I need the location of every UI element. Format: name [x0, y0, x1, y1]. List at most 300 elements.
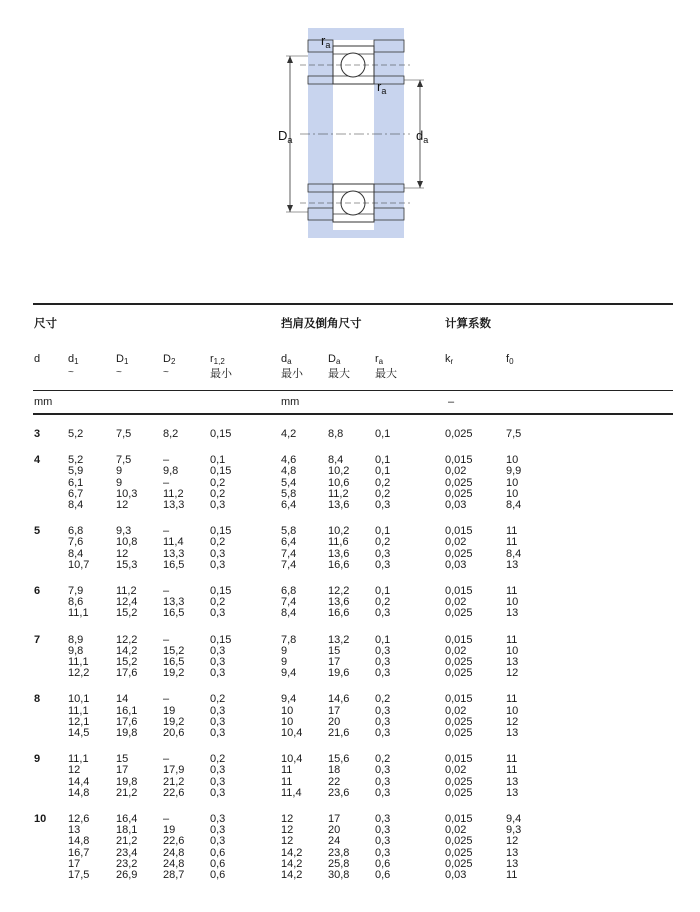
cell-Da: 16,6 — [328, 607, 350, 620]
cell-f0: 13 — [506, 558, 519, 571]
cell-ra: 0,3 — [375, 835, 391, 848]
cell-D2: – — [163, 476, 170, 489]
cell-Da: 18 — [328, 764, 341, 777]
cell-d1: 11,1 — [68, 607, 89, 620]
unit-factors: – — [448, 396, 455, 408]
cell-D1: 17 — [116, 764, 129, 777]
cell-ra: 0,3 — [375, 667, 391, 680]
cell-ra: 0,3 — [375, 764, 391, 777]
cell-d1: 12,1 — [68, 715, 90, 728]
cell-D2: 19,2 — [163, 715, 185, 728]
cell-Da: 15 — [328, 644, 341, 657]
cell-kr: 0,015 — [445, 525, 473, 538]
cell-D1: 19,8 — [116, 727, 138, 739]
cell-Da: 25,8 — [328, 857, 350, 870]
cell-Da: 11,2 — [328, 487, 349, 500]
cell-kr: 0,015 — [445, 753, 473, 766]
cell-d1: 11,1 — [68, 753, 89, 766]
cell-kr: 0,02 — [445, 465, 467, 478]
cell-d1: 12,2 — [68, 667, 90, 680]
cell-d1: 9,8 — [68, 644, 84, 657]
cell-d1: 8,4 — [68, 499, 84, 511]
cell-D2: 16,5 — [163, 558, 185, 571]
cell-D1: 16,4 — [116, 813, 138, 825]
cell-D2: 21,2 — [163, 775, 185, 788]
cell-f0: 11 — [506, 764, 518, 777]
cell-d1: 6,1 — [68, 476, 84, 489]
bore-diameter-d: 3 — [34, 428, 41, 440]
cell-D1: 7,5 — [116, 428, 132, 440]
cell-da: 9 — [281, 644, 288, 657]
cell-d1: 17,5 — [68, 869, 90, 881]
cell-f0: 12 — [506, 715, 519, 728]
cell-D1: 14,2 — [116, 644, 138, 657]
cell-f0: 11 — [506, 536, 518, 549]
cell-ra: 0,2 — [375, 476, 391, 489]
cell-ra: 0,3 — [375, 499, 391, 511]
cell-D1: 10,8 — [116, 536, 138, 549]
cell-ra: 0,3 — [375, 704, 391, 717]
cell-kr: 0,015 — [445, 585, 473, 597]
cell-kr: 0,025 — [445, 656, 473, 668]
cell-D1: 18,1 — [116, 824, 138, 837]
cell-ra: 0,3 — [375, 786, 391, 799]
cell-r12: 0,3 — [210, 644, 226, 657]
cell-f0: 13 — [506, 846, 519, 859]
cell-da: 14,2 — [281, 857, 303, 870]
cell-ra: 0,2 — [375, 487, 391, 500]
bore-diameter-d: 4 — [34, 454, 41, 467]
cell-d1: 13 — [68, 824, 81, 837]
cell-kr: 0,02 — [445, 596, 467, 609]
cell-kr: 0,025 — [445, 775, 473, 788]
cell-f0: 10 — [506, 476, 519, 489]
cell-r12: 0,15 — [210, 585, 232, 597]
cell-D1: 26,9 — [116, 869, 138, 881]
cell-Da: 13,6 — [328, 499, 350, 511]
cell-kr: 0,025 — [445, 547, 473, 560]
cell-kr: 0,025 — [445, 857, 473, 870]
cell-D2: – — [163, 454, 170, 467]
header-rule — [33, 390, 673, 391]
cell-d1: 8,6 — [68, 596, 84, 609]
cell-ra: 0,1 — [375, 428, 391, 440]
cell-f0: 7,5 — [506, 428, 522, 440]
cell-r12: 0,3 — [210, 704, 226, 717]
cell-d1: 8,4 — [68, 547, 84, 560]
cell-da: 7,4 — [281, 558, 297, 571]
cell-kr: 0,015 — [445, 813, 473, 825]
cell-D2: 22,6 — [163, 835, 185, 848]
cell-D1: 7,5 — [116, 454, 132, 467]
cell-ra: 0,1 — [375, 454, 391, 467]
column-header-d: d — [34, 353, 41, 365]
cell-da: 4,6 — [281, 454, 297, 467]
cell-r12: 0,3 — [210, 715, 226, 728]
cell-D2: – — [163, 693, 170, 706]
column-header-ra: $r_a$ 最大 — [375, 353, 397, 380]
cell-da: 14,2 — [281, 846, 303, 859]
cell-kr: 0,025 — [445, 835, 473, 848]
cell-da: 8,4 — [281, 607, 297, 620]
cell-ra: 0,2 — [375, 536, 391, 549]
cell-r12: 0,3 — [210, 786, 226, 799]
cell-Da: 13,2 — [328, 633, 350, 646]
bore-diameter-d: 7 — [34, 633, 41, 646]
cell-Da: 21,6 — [328, 727, 350, 739]
cell-Da: 8,4 — [328, 454, 344, 467]
unit-abutment: mm — [281, 396, 300, 408]
cell-D1: 12,4 — [116, 596, 138, 609]
cell-D2: 8,2 — [163, 428, 179, 440]
cell-D1: 12,2 — [116, 633, 138, 646]
cell-Da: 16,6 — [328, 558, 350, 571]
cell-r12: 0,3 — [210, 835, 226, 848]
cell-kr: 0,025 — [445, 846, 473, 859]
cell-ra: 0,3 — [375, 547, 391, 560]
cell-D1: 15 — [116, 753, 129, 766]
units-rule — [33, 413, 673, 415]
cell-d1: 10,7 — [68, 558, 90, 571]
cell-da: 4,2 — [281, 428, 297, 440]
cell-Da: 15,6 — [328, 753, 350, 766]
cell-D2: 19,2 — [163, 667, 185, 680]
cell-D1: 17,6 — [116, 715, 138, 728]
cell-D1: 23,2 — [116, 857, 138, 870]
cell-da: 7,4 — [281, 547, 297, 560]
bore-diameter-d: 9 — [34, 753, 41, 766]
cell-ra: 0,3 — [375, 558, 391, 571]
cell-D1: 14 — [116, 693, 129, 706]
cell-ra: 0,2 — [375, 596, 391, 609]
cell-r12: 0,3 — [210, 813, 226, 825]
cell-da: 10 — [281, 715, 294, 728]
cell-ra: 0,3 — [375, 813, 391, 825]
cell-da: 5,8 — [281, 487, 297, 500]
cell-Da: 17 — [328, 656, 341, 668]
cell-D1: 12 — [116, 499, 129, 511]
cell-D1: 23,4 — [116, 846, 138, 859]
cell-d1: 11,1 — [68, 704, 89, 717]
cell-kr: 0,02 — [445, 704, 467, 717]
cell-f0: 11 — [506, 633, 518, 646]
label-ra-top: $r_a$ — [321, 33, 331, 50]
cell-f0: 11 — [506, 585, 518, 597]
cell-da: 9,4 — [281, 693, 297, 706]
cell-da: 4,8 — [281, 465, 297, 478]
cell-f0: 11 — [506, 693, 518, 706]
cell-f0: 12 — [506, 667, 519, 680]
cell-d1: 7,9 — [68, 585, 84, 597]
cell-f0: 13 — [506, 656, 519, 668]
cell-ra: 0,1 — [375, 633, 391, 646]
cell-ra: 0,2 — [375, 753, 391, 766]
cell-D2: 13,3 — [163, 499, 185, 511]
bearing-diagram — [0, 0, 700, 250]
cell-r12: 0,2 — [210, 596, 226, 609]
cell-r12: 0,3 — [210, 499, 226, 511]
bore-diameter-d: 8 — [34, 693, 41, 706]
cell-kr: 0,02 — [445, 824, 467, 837]
cell-Da: 17 — [328, 704, 341, 717]
cell-d1: 5,2 — [68, 428, 84, 440]
cell-da: 12 — [281, 813, 294, 825]
cell-f0: 13 — [506, 607, 519, 620]
cell-D2: 28,7 — [163, 869, 185, 881]
cell-Da: 13,6 — [328, 547, 350, 560]
group-title-dimensions: 尺寸 — [34, 318, 57, 330]
cell-Da: 10,2 — [328, 465, 350, 478]
cell-kr: 0,02 — [445, 764, 467, 777]
cell-ra: 0,6 — [375, 869, 391, 881]
cell-f0: 9,9 — [506, 465, 522, 478]
cell-D2: 20,6 — [163, 727, 185, 739]
cell-d1: 12,6 — [68, 813, 90, 825]
cell-d1: 14,4 — [68, 775, 90, 788]
table-top-rule — [33, 303, 673, 305]
label-ra-mid: $r_a$ — [377, 79, 387, 96]
cell-da: 6,4 — [281, 499, 297, 511]
cell-kr: 0,025 — [445, 487, 473, 500]
cell-D2: 11,2 — [163, 487, 184, 500]
cell-r12: 0,2 — [210, 753, 226, 766]
cell-kr: 0,02 — [445, 536, 467, 549]
cell-D1: 10,3 — [116, 487, 138, 500]
cell-D1: 12 — [116, 547, 129, 560]
cell-r12: 0,3 — [210, 764, 226, 777]
cell-kr: 0,025 — [445, 607, 473, 620]
cell-r12: 0,15 — [210, 633, 232, 646]
cell-r12: 0,15 — [210, 428, 232, 440]
cell-f0: 10 — [506, 704, 519, 717]
cell-D2: – — [163, 585, 170, 597]
cell-Da: 24 — [328, 835, 341, 848]
cell-kr: 0,025 — [445, 786, 473, 799]
cell-D1: 19,8 — [116, 775, 138, 788]
cell-kr: 0,025 — [445, 727, 473, 739]
cell-f0: 13 — [506, 775, 519, 788]
cell-ra: 0,1 — [375, 465, 391, 478]
cell-d1: 7,6 — [68, 536, 84, 549]
cell-f0: 8,4 — [506, 547, 522, 560]
cell-r12: 0,2 — [210, 487, 226, 500]
cell-kr: 0,015 — [445, 633, 473, 646]
cell-da: 7,4 — [281, 596, 297, 609]
cell-D2: – — [163, 633, 170, 646]
cell-Da: 8,8 — [328, 428, 344, 440]
cell-ra: 0,3 — [375, 824, 391, 837]
cell-r12: 0,3 — [210, 727, 226, 739]
bore-diameter-d: 6 — [34, 585, 41, 597]
cell-da: 10,4 — [281, 753, 303, 766]
cell-f0: 11 — [506, 525, 518, 538]
cell-d1: 5,9 — [68, 465, 84, 478]
cell-kr: 0,025 — [445, 715, 473, 728]
cell-r12: 0,6 — [210, 857, 226, 870]
cell-f0: 9,4 — [506, 813, 522, 825]
cell-Da: 23,6 — [328, 786, 350, 799]
cell-r12: 0,3 — [210, 558, 226, 571]
cell-D1: 9,3 — [116, 525, 132, 538]
cell-r12: 0,3 — [210, 547, 226, 560]
label-Da: $D_a$ — [278, 128, 293, 145]
cell-D2: 13,3 — [163, 596, 185, 609]
cell-d1: 16,7 — [68, 846, 90, 859]
cell-D1: 17,6 — [116, 667, 138, 680]
cell-da: 6,8 — [281, 585, 297, 597]
ball-upper — [341, 53, 365, 77]
cell-D1: 16,1 — [116, 704, 138, 717]
cell-kr: 0,03 — [445, 499, 467, 511]
cell-D2: – — [163, 813, 170, 825]
cell-Da: 20 — [328, 824, 341, 837]
cell-D1: 21,2 — [116, 786, 138, 799]
cell-ra: 0,3 — [375, 607, 391, 620]
cell-f0: 8,4 — [506, 499, 522, 511]
cell-d1: 6,7 — [68, 487, 84, 500]
column-header-D1: $D_1$ ~ — [116, 353, 129, 378]
cell-f0: 10 — [506, 644, 519, 657]
cell-d1: 14,8 — [68, 786, 90, 799]
cell-da: 11 — [281, 764, 293, 777]
cell-r12: 0,3 — [210, 775, 226, 788]
group-title-abutment: 挡肩及倒角尺寸 — [281, 318, 362, 330]
cell-D2: 17,9 — [163, 764, 185, 777]
cell-r12: 0,3 — [210, 667, 226, 680]
cell-D1: 9 — [116, 465, 123, 478]
cell-da: 6,4 — [281, 536, 297, 549]
cell-Da: 20 — [328, 715, 341, 728]
cell-da: 11,4 — [281, 786, 302, 799]
column-header-kr: $k_r$ — [445, 353, 454, 366]
cell-D2: 24,8 — [163, 846, 185, 859]
cell-r12: 0,6 — [210, 846, 226, 859]
cell-r12: 0,2 — [210, 536, 226, 549]
bore-diameter-d: 5 — [34, 525, 41, 538]
cell-D2: 11,4 — [163, 536, 184, 549]
cell-D1: 15,2 — [116, 607, 138, 620]
cell-ra: 0,3 — [375, 846, 391, 859]
cell-da: 5,4 — [281, 476, 297, 489]
cell-D1: 15,3 — [116, 558, 138, 571]
cell-r12: 0,2 — [210, 476, 226, 489]
bore-diameter-d: 10 — [34, 813, 47, 825]
cell-D2: 13,3 — [163, 547, 185, 560]
cell-Da: 19,6 — [328, 667, 350, 680]
cell-da: 7,8 — [281, 633, 297, 646]
cell-da: 11 — [281, 775, 293, 788]
cell-Da: 13,6 — [328, 596, 350, 609]
cell-r12: 0,15 — [210, 465, 232, 478]
cell-ra: 0,3 — [375, 644, 391, 657]
cell-da: 10 — [281, 704, 294, 717]
column-header-r12: $r_{1,2}$ 最小 — [210, 353, 232, 380]
cell-ra: 0,3 — [375, 715, 391, 728]
cell-Da: 22 — [328, 775, 341, 788]
cell-da: 12 — [281, 824, 294, 837]
cell-f0: 13 — [506, 786, 519, 799]
column-header-Da: $D_a$ 最大 — [328, 353, 350, 380]
column-header-da: $d_a$ 最小 — [281, 353, 303, 380]
cell-D2: 9,8 — [163, 465, 179, 478]
cell-kr: 0,03 — [445, 558, 467, 571]
cell-d1: 17 — [68, 857, 81, 870]
cell-ra: 0,2 — [375, 693, 391, 706]
cell-Da: 14,6 — [328, 693, 350, 706]
cell-kr: 0,025 — [445, 667, 473, 680]
column-header-D2: $D_2$ ~ — [163, 353, 176, 378]
cell-D2: 15,2 — [163, 644, 185, 657]
cell-f0: 10 — [506, 454, 519, 467]
cell-kr: 0,03 — [445, 869, 467, 881]
cell-D1: 11,2 — [116, 585, 137, 597]
cell-da: 14,2 — [281, 869, 303, 881]
cell-r12: 0,3 — [210, 607, 226, 620]
cell-r12: 0,15 — [210, 525, 232, 538]
cell-d1: 10,1 — [68, 693, 90, 706]
cell-Da: 17 — [328, 813, 341, 825]
cell-da: 12 — [281, 835, 294, 848]
ball-lower — [341, 191, 365, 215]
cell-Da: 23,8 — [328, 846, 350, 859]
cell-d1: 11,1 — [68, 656, 89, 668]
cell-D2: 24,8 — [163, 857, 185, 870]
cell-d1: 5,2 — [68, 454, 84, 467]
group-title-factors: 计算系数 — [445, 318, 491, 330]
cell-Da: 10,6 — [328, 476, 350, 489]
cell-r12: 0,3 — [210, 824, 226, 837]
cell-da: 9 — [281, 656, 288, 668]
cell-d1: 12 — [68, 764, 81, 777]
cell-kr: 0,015 — [445, 454, 473, 467]
cell-D2: 19 — [163, 704, 176, 717]
cell-r12: 0,1 — [210, 454, 226, 467]
cell-r12: 0,6 — [210, 869, 226, 881]
cell-f0: 11 — [506, 753, 518, 766]
cell-kr: 0,025 — [445, 476, 473, 489]
cell-ra: 0,3 — [375, 775, 391, 788]
cell-D1: 15,2 — [116, 656, 138, 668]
cell-f0: 10 — [506, 596, 519, 609]
cell-da: 9,4 — [281, 667, 297, 680]
cell-Da: 30,8 — [328, 869, 350, 881]
cell-Da: 12,2 — [328, 585, 350, 597]
cell-D2: 19 — [163, 824, 176, 837]
label-da: $d_a$ — [416, 128, 429, 145]
cell-D2: – — [163, 525, 170, 538]
cell-d1: 14,5 — [68, 727, 90, 739]
cell-f0: 13 — [506, 857, 519, 870]
cell-Da: 11,6 — [328, 536, 349, 549]
cell-kr: 0,025 — [445, 428, 473, 440]
unit-dimensions: mm — [34, 396, 53, 408]
cell-kr: 0,015 — [445, 693, 473, 706]
cell-r12: 0,3 — [210, 656, 226, 668]
column-header-f0: $f_0$ — [506, 353, 514, 366]
cell-ra: 0,1 — [375, 585, 391, 597]
cell-D1: 21,2 — [116, 835, 138, 848]
cell-D2: 22,6 — [163, 786, 185, 799]
cell-d1: 6,8 — [68, 525, 84, 538]
cell-da: 10,4 — [281, 727, 303, 739]
column-header-d1: $d_1$ ~ — [68, 353, 79, 378]
cell-f0: 10 — [506, 487, 519, 500]
cell-ra: 0,3 — [375, 727, 391, 739]
cell-f0: 12 — [506, 835, 519, 848]
cell-r12: 0,2 — [210, 693, 226, 706]
cell-D2: 16,5 — [163, 656, 185, 668]
cell-d1: 14,8 — [68, 835, 90, 848]
